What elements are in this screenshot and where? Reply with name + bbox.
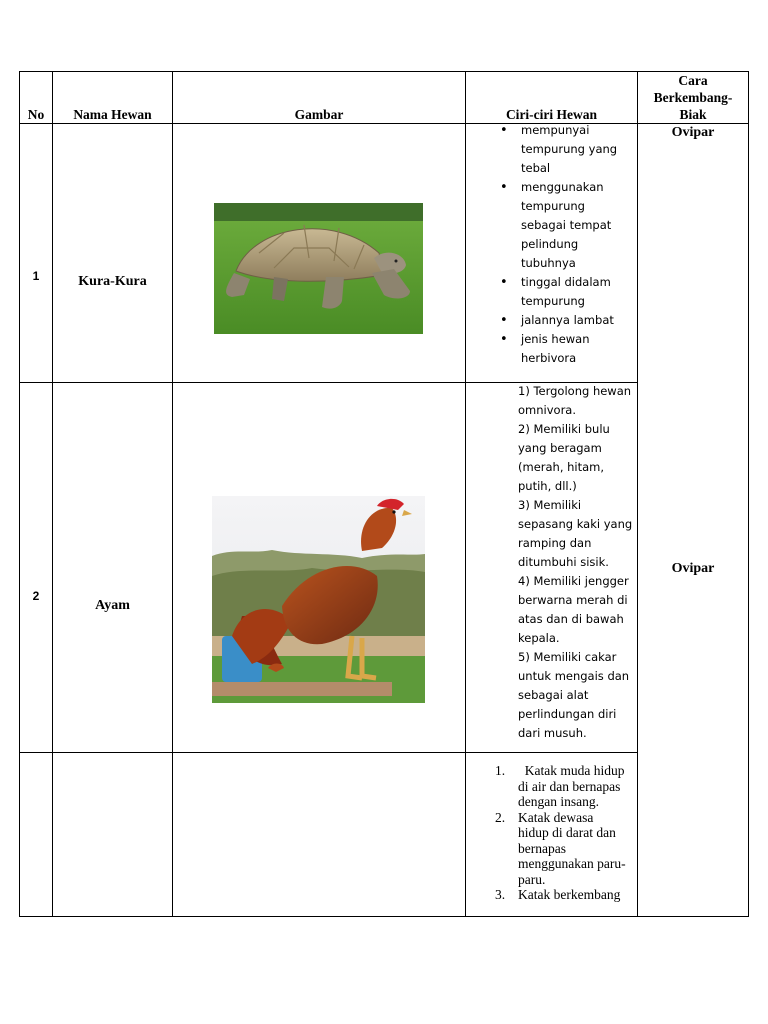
header-no: No: [27, 107, 45, 122]
table-border-top: [19, 71, 749, 72]
table-border-left: [19, 71, 20, 917]
tortoise-photo: [214, 203, 423, 334]
trait-item: • menggunakan tempurung sebagai tempat pelindung tubuhnya: [500, 180, 612, 270]
tortoise-image: [214, 203, 423, 334]
table-border-right: [748, 71, 749, 917]
trait-item: 5) Memiliki cakar untuk mengais dan sebagai alat perlindungan diri dari musuh.: [518, 650, 630, 740]
header-traits: Ciri-ciri Hewan: [505, 107, 598, 122]
animal-table: [19, 71, 749, 917]
row-2-number: 2: [32, 589, 40, 603]
trait-item: 3. Katak berkembang: [495, 887, 621, 902]
trait-item: • jalannya lambat: [500, 313, 614, 328]
bullet-icon: •: [500, 123, 508, 138]
trait-item: • jenis hewan herbivora: [500, 332, 590, 365]
trait-item: 4) Memiliki jengger berwarna merah di atas dan di bawah kepala.: [518, 574, 629, 645]
trait-item: 3) Memiliki sepasang kaki yang ramping dan ditumbuhi sisik.: [518, 498, 633, 569]
header-image: Gambar: [294, 107, 344, 122]
bullet-icon: •: [500, 313, 508, 328]
rooster-photo: [212, 496, 425, 703]
table-border-bottom: [19, 916, 749, 917]
col-divider-2: [172, 71, 173, 917]
row-1-number: 1: [32, 269, 40, 283]
bullet-icon: •: [500, 332, 508, 347]
col-divider-1: [52, 71, 53, 917]
row-2-reproduction: Ovipar: [671, 561, 715, 576]
trait-item: 1) Tergolong hewan omnivora.: [518, 384, 632, 417]
row-2-traits: [466, 382, 637, 743]
trait-item: • mempunyai tempurung yang tebal: [500, 123, 618, 175]
trait-item: 1. Katak muda hidup di air dan bernapas dengan insang.: [495, 763, 628, 809]
row-3-traits: [466, 763, 637, 903]
trait-item: 2) Memiliki bulu yang beragam (merah, hitam, putih, dll.): [518, 422, 610, 493]
col-divider-4: [637, 71, 638, 917]
row-divider-2: [19, 752, 638, 753]
rooster-image: [212, 496, 425, 703]
row-1-name: Kura-Kura: [78, 274, 147, 289]
header-reproduction: Cara Berkembang-Biak: [653, 73, 733, 122]
header-name: Nama Hewan: [73, 107, 152, 122]
header-divider: [19, 123, 749, 124]
bullet-icon: •: [500, 275, 508, 290]
row-1-reproduction: Ovipar: [671, 125, 715, 140]
trait-item: • tinggal didalam tempurung: [500, 275, 611, 308]
row-2-name: Ayam: [95, 598, 130, 613]
bullet-icon: •: [500, 180, 508, 195]
row-1-traits: [466, 121, 637, 368]
trait-item: 2. Katak dewasa hidup di darat dan bernapas menggunakan paru-paru.: [495, 809, 626, 887]
